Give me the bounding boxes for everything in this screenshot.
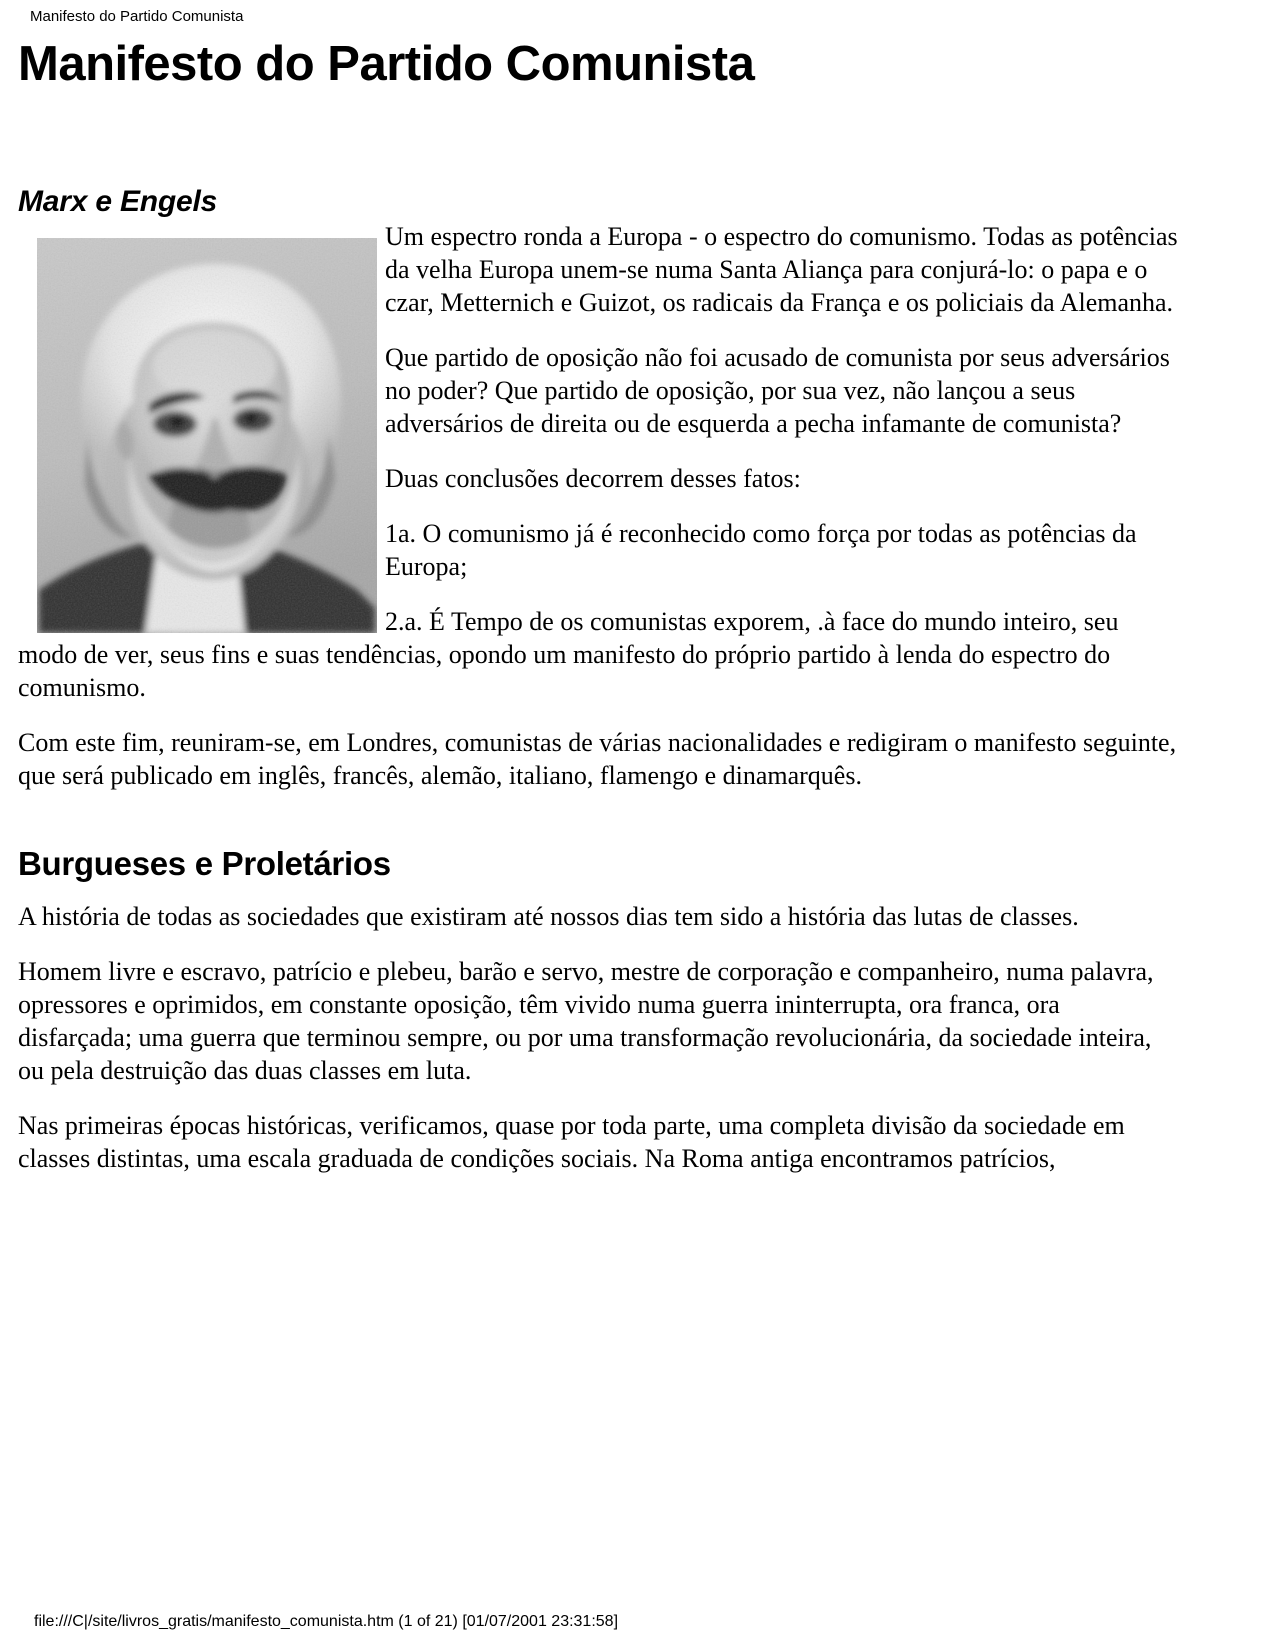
paragraph-opposition: Que partido de oposição não foi acusado de comunista por seus adversários no poder? Que partido de oposição, por sua vez, não lançou a seus adversários de direita ou de esquerda a pecha infamante de comunista? (385, 343, 1170, 438)
paragraph-two-conclusions: Duas conclusões decorrem desses fatos: (385, 464, 801, 493)
paragraph-class-struggle: A história de todas as sociedades que existiram até nossos dias tem sido a história das lutas de classes. (18, 902, 1079, 931)
portrait-figure (37, 238, 377, 633)
document-content (18, 28, 1178, 1197)
paragraph-early-epochs: Nas primeiras épocas históricas, verificamos, quase por toda parte, uma completa divisão da sociedade em classes distintas, uma escala graduada de condições sociais. Na Roma antiga encontramos patrícios, (18, 1111, 1125, 1173)
author-byline: Marx e Engels (18, 185, 218, 218)
print-footer-url: file:///C|/site/livros_gratis/manifesto_comunista.htm (1 of 21) [01/07/2001 23:31:58] (34, 1613, 619, 1630)
paragraph-conclusion-1: 1a. O comunismo já é reconhecido como força por todas as potências da Europa; (385, 519, 1137, 581)
section-heading-bourgeois-proletarians: Burgueses e Proletários (18, 845, 391, 882)
marx-portrait-image (37, 238, 377, 633)
paragraph-oppressor-oppressed: Homem livre e escravo, patrício e plebeu, barão e servo, mestre de corporação e companheiro, numa palavra, opressores e oprimidos, em constante oposição, têm vivido numa guerra ininterrupta, ora franca, ora disfarçada; uma guerra que terminou sempre, ou por uma transformação revolucionária, da sociedade inteira, ou pela destruição das duas classes em luta. (18, 957, 1154, 1085)
paragraph-spectre: Um espectro ronda a Europa - o espectro do comunismo. Todas as potências da velha Europa unem-se numa Santa Aliança para conjurá-lo: o papa e o czar, Metternich e Guizot, os radicais da França e os policiais da Alemanha. (385, 222, 1178, 317)
paragraph-conclusion-2: 2.a. É Tempo de os comunistas exporem, .à face do mundo inteiro, seu modo de ver, seus fins e suas tendências, opondo um manifesto do próprio partido à lenda do espectro do comunismo. (18, 607, 1119, 702)
paragraph-london-meeting: Com este fim, reuniram-se, em Londres, comunistas de várias nacionalidades e redigiram o manifesto seguinte, que será publicado em inglês, francês, alemão, italiano, flamengo e dinamarquês. (18, 728, 1177, 790)
page-title: Manifesto do Partido Comunista (18, 37, 755, 91)
print-header-title: Manifesto do Partido Comunista (30, 8, 244, 25)
intro-block (18, 220, 1178, 814)
